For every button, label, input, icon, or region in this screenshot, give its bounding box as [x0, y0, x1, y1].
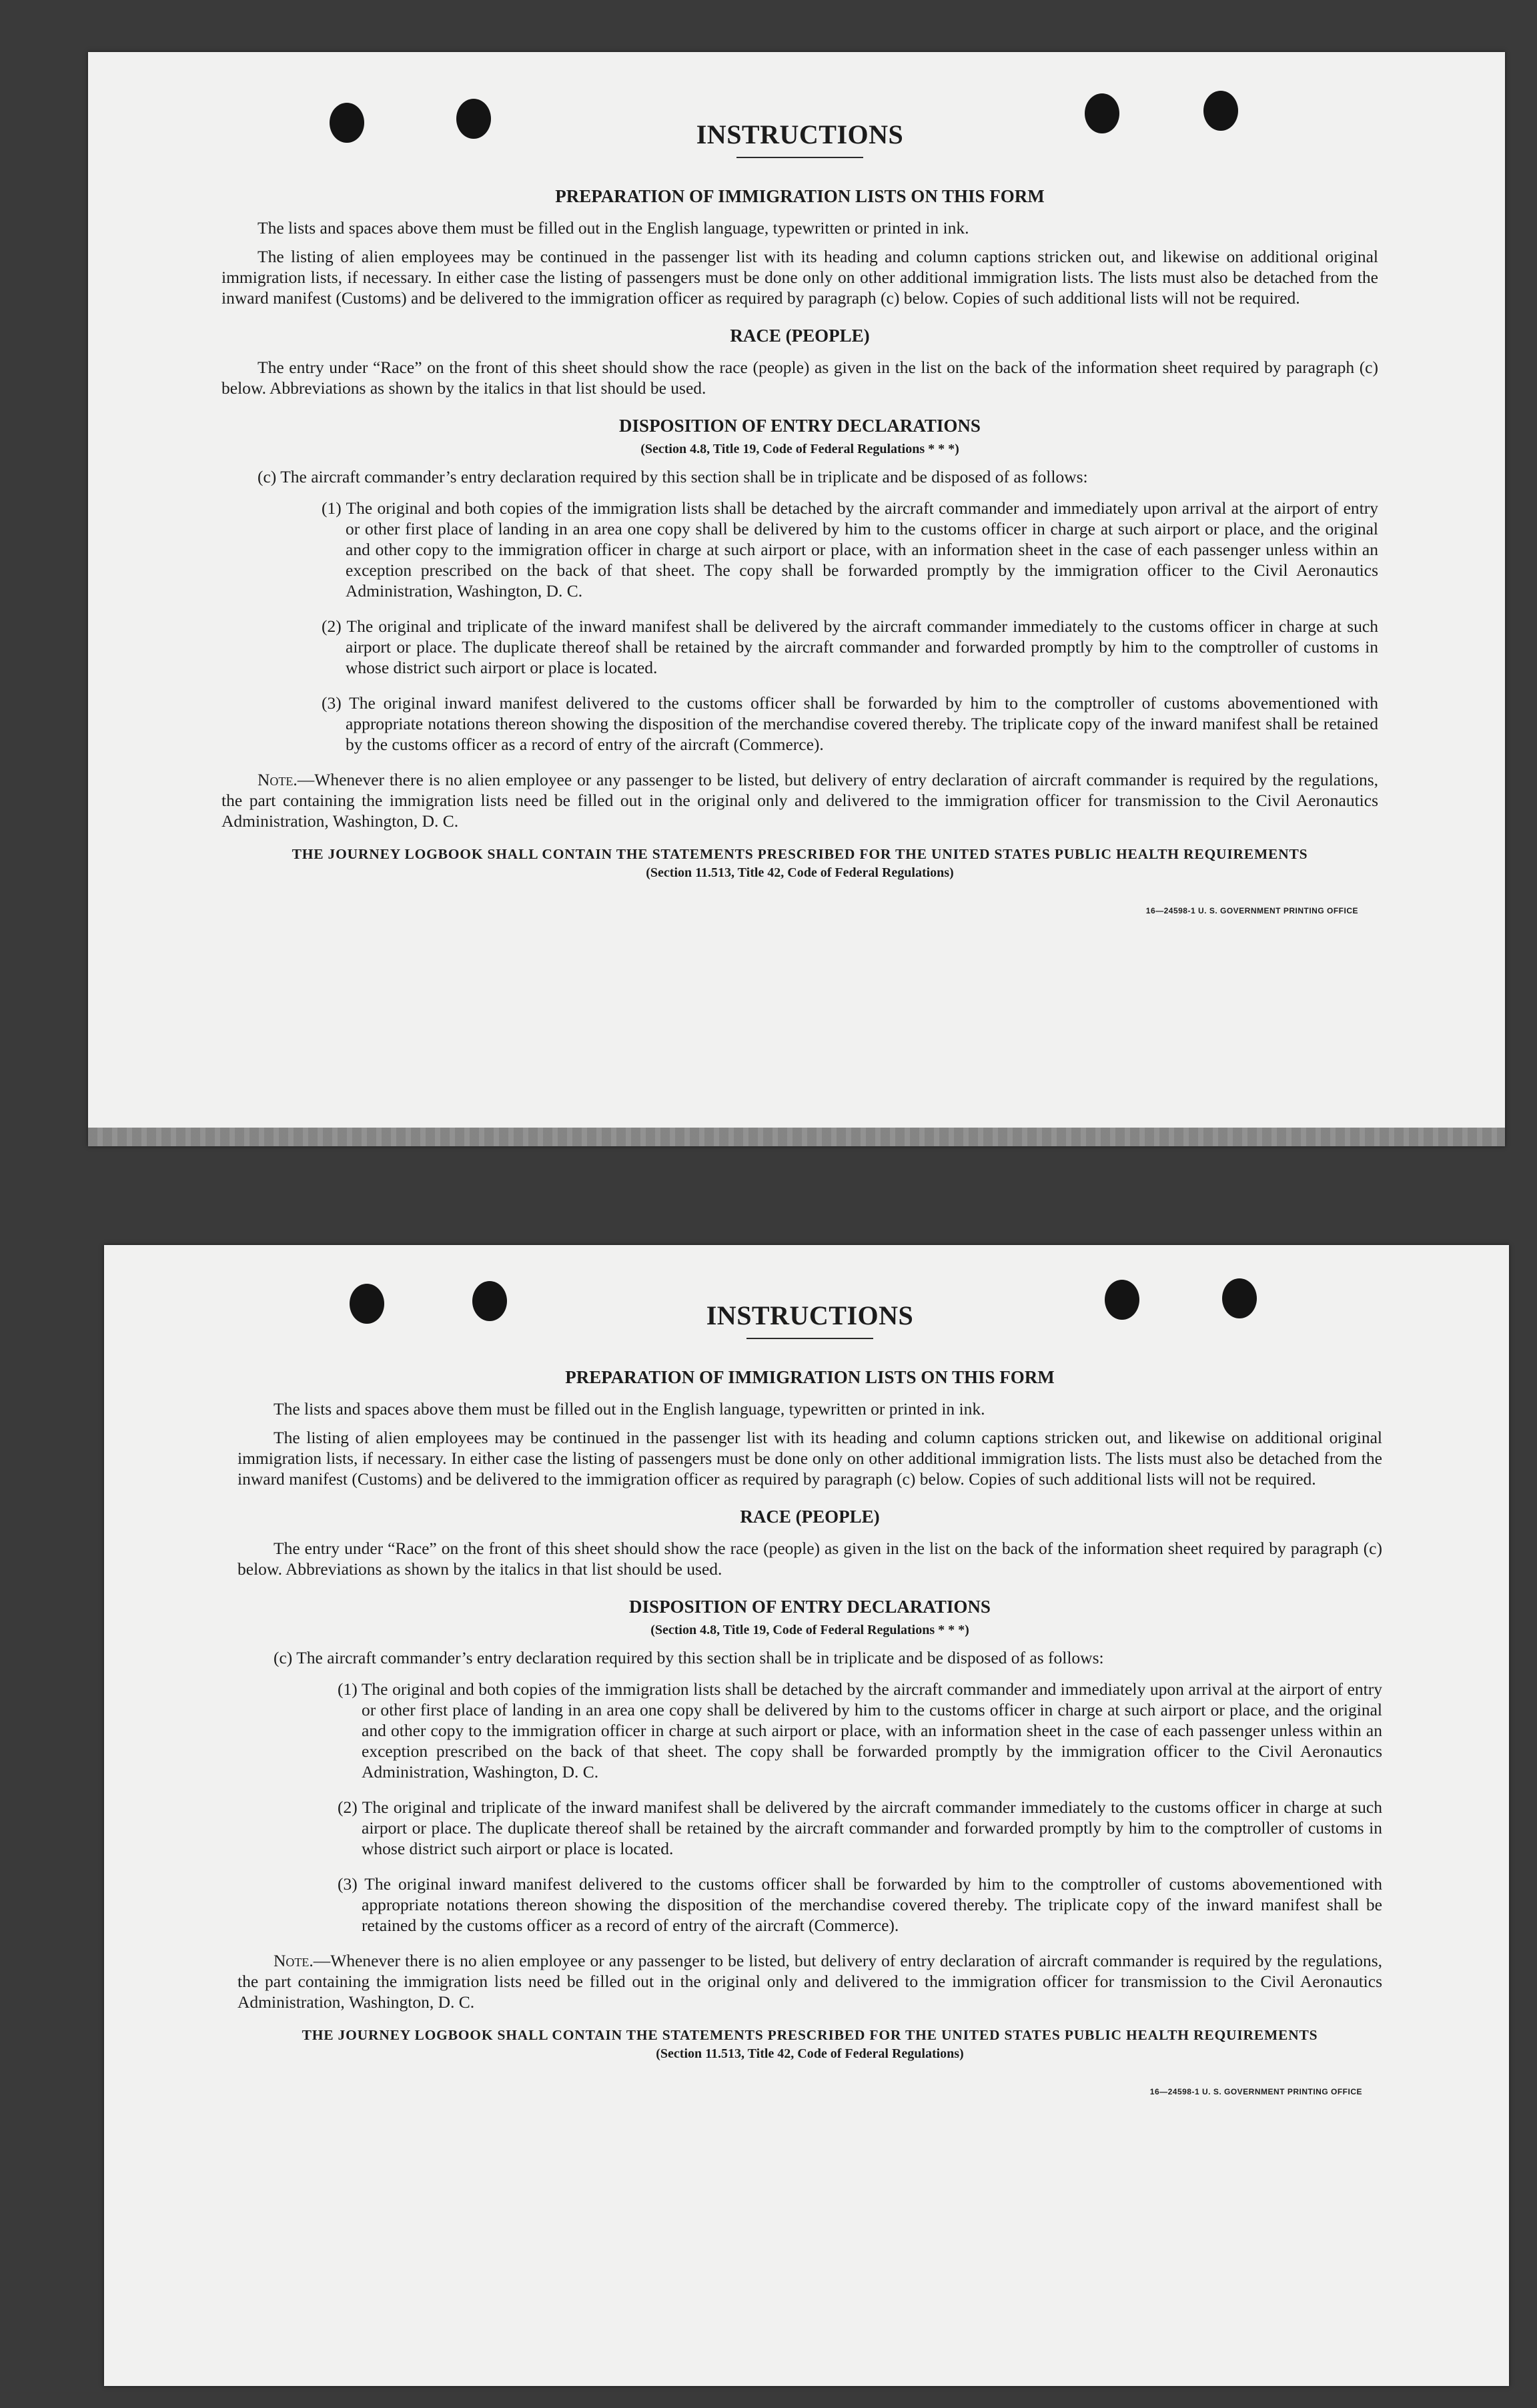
note-text: —Whenever there is no alien employee or any passenger to be listed, but delivery of entry declaration of aircraft commander is required by the regulations, the part containing the immigration lists need be filled out in the original only and delivered to the immigration officer for transmission to the Civil Aeronautics Administration, Washington, D. C. [221, 770, 1378, 831]
printing-office-code: 16—24598-1 U. S. GOVERNMENT PRINTING OFFICE [1149, 2087, 1362, 2096]
disposition-item-1: (1) The original and both copies of the immigration lists shall be detached by the aircraft commander and immediately upon arrival at the airport of entry or other first place of landing in an area one copy shall be delivered by him to the customs officer in charge at such airport or place, and the original and other copy to the immigration officer in charge at such airport or place, with an information sheet in the case of each passenger unless within an exception prescribed on the back of that sheet. The copy shall be forwarded promptly by the immigration officer to the Civil Aeronautics Administration, Washington, D. C. [322, 498, 1378, 600]
race-paragraph: The entry under “Race” on the front of this sheet should show the race (people) as given in the list on the back of the information sheet required by paragraph (c) below. Abbreviations as shown by the italics in that list should be used. [237, 1539, 1382, 1579]
preparation-heading: PREPARATION OF IMMIGRATION LISTS ON THIS FORM [555, 186, 1045, 206]
race-heading: RACE (PEOPLE) [740, 1507, 880, 1527]
race-paragraph: The entry under “Race” on the front of this sheet should show the race (people) as given in the list on the back of the information sheet required by paragraph (c) below. Abbreviations as shown by the italics in that list should be used. [221, 358, 1378, 398]
disposition-item-3: (3) The original inward manifest delivered to the customs officer shall be forwarded by him to the comptroller of customs abovementioned with appropriate notations thereon showing the disposition of the merchandise covered thereby. The triplicate copy of the inward manifest shall be retained by the customs officer as a record of entry of the aircraft (Commerce). [322, 693, 1378, 754]
disposition-heading: DISPOSITION OF ENTRY DECLARATIONS [619, 416, 981, 436]
logbook-citation: (Section 11.513, Title 42, Code of Federal Regulations) [646, 865, 954, 880]
preparation-paragraph-2: The listing of alien employees may be continued in the passenger list with its heading and column captions stricken out, and likewise on additional original immigration lists, if necessary. In either case the listing of passengers must be done only on other additional immigration lists. The lists must also be detached from the inward manifest (Customs) and be delivered to the immigration officer as required by paragraph (c) below. Copies of such additional lists will not be required. [221, 247, 1378, 308]
sheet-title: INSTRUCTIONS [696, 119, 904, 149]
title-rule [746, 1338, 873, 1339]
disposition-paragraph-c: (c) The aircraft commander’s entry declaration required by this section shall be in triplicate and be disposed of as follows: [258, 467, 1088, 486]
disposition-item-3: (3) The original inward manifest delivered to the customs officer shall be forwarded by him to the comptroller of customs abovementioned with appropriate notations thereon showing the disposition of the merchandise covered thereby. The triplicate copy of the inward manifest shall be retained by the customs officer as a record of entry of the aircraft (Commerce). [338, 1874, 1382, 1935]
logbook-statement: THE JOURNEY LOGBOOK SHALL CONTAIN THE STATEMENTS PRESCRIBED FOR THE UNITED STATES PUBLIC HEALTH REQUIREMENTS [292, 846, 1308, 862]
torn-edge [88, 1128, 1505, 1146]
disposition-citation: (Section 4.8, Title 19, Code of Federal Regulations * * *) [650, 1623, 969, 1637]
disposition-citation: (Section 4.8, Title 19, Code of Federal Regulations * * *) [640, 442, 959, 456]
race-heading: RACE (PEOPLE) [730, 326, 870, 346]
note-paragraph [237, 1950, 1382, 2012]
note-text: —Whenever there is no alien employee or any passenger to be listed, but delivery of entry declaration of aircraft commander is required by the regulations, the part containing the immigration lists need be filled out in the original only and delivered to the immigration officer for transmission to the Civil Aeronautics Administration, Washington, D. C. [237, 1951, 1382, 2012]
sheet-content [88, 119, 1505, 915]
preparation-heading: PREPARATION OF IMMIGRATION LISTS ON THIS FORM [565, 1367, 1055, 1387]
disposition-item-2: (2) The original and triplicate of the inward manifest shall be delivered by the aircraft commander immediately to the customs officer in charge at such airport or place. The duplicate thereof shall be retained by the aircraft commander and forwarded promptly by him to the comptroller of customs in whose district such airport or place is located. [338, 1797, 1382, 1858]
disposition-paragraph-c: (c) The aircraft commander’s entry declaration required by this section shall be in triplicate and be disposed of as follows: [274, 1648, 1104, 1667]
disposition-item-2: (2) The original and triplicate of the inward manifest shall be delivered by the aircraft commander immediately to the customs officer in charge at such airport or place. The duplicate thereof shall be retained by the aircraft commander and forwarded promptly by him to the comptroller of customs in whose district such airport or place is located. [322, 617, 1378, 677]
printing-office-code: 16—24598-1 U. S. GOVERNMENT PRINTING OFFICE [1145, 906, 1358, 915]
preparation-paragraph-2: The listing of alien employees may be continued in the passenger list with its heading and column captions stricken out, and likewise on additional original immigration lists, if necessary. In either case the listing of passengers must be done only on other additional immigration lists. The lists must also be detached from the inward manifest (Customs) and be delivered to the immigration officer as required by paragraph (c) below. Copies of such additional lists will not be required. [237, 1428, 1382, 1489]
sheet-title: INSTRUCTIONS [706, 1300, 914, 1330]
preparation-paragraph-1: The lists and spaces above them must be filled out in the English language, typewritten or printed in ink. [258, 218, 969, 238]
note-label: Note. [274, 1951, 314, 1970]
sheet-content [104, 1300, 1509, 2096]
disposition-item-1: (1) The original and both copies of the immigration lists shall be detached by the aircraft commander and immediately upon arrival at the airport of entry or other first place of landing in an area one copy shall be delivered by him to the customs officer in charge at such airport or place, and the original and other copy to the immigration officer in charge at such airport or place, with an information sheet in the case of each passenger unless within an exception prescribed on the back of that sheet. The copy shall be forwarded promptly by the immigration officer to the Civil Aeronautics Administration, Washington, D. C. [338, 1679, 1382, 1781]
logbook-statement: THE JOURNEY LOGBOOK SHALL CONTAIN THE STATEMENTS PRESCRIBED FOR THE UNITED STATES PUBLIC HEALTH REQUIREMENTS [302, 2027, 1318, 2043]
instruction-sheet-top [88, 52, 1505, 1146]
note-paragraph [221, 769, 1378, 831]
disposition-heading: DISPOSITION OF ENTRY DECLARATIONS [629, 1597, 991, 1617]
note-label: Note. [258, 770, 298, 789]
logbook-citation: (Section 11.513, Title 42, Code of Federal Regulations) [656, 2046, 964, 2061]
preparation-paragraph-1: The lists and spaces above them must be filled out in the English language, typewritten or printed in ink. [274, 1399, 985, 1419]
title-rule [736, 157, 863, 158]
instruction-sheet-bottom [104, 1245, 1509, 2386]
